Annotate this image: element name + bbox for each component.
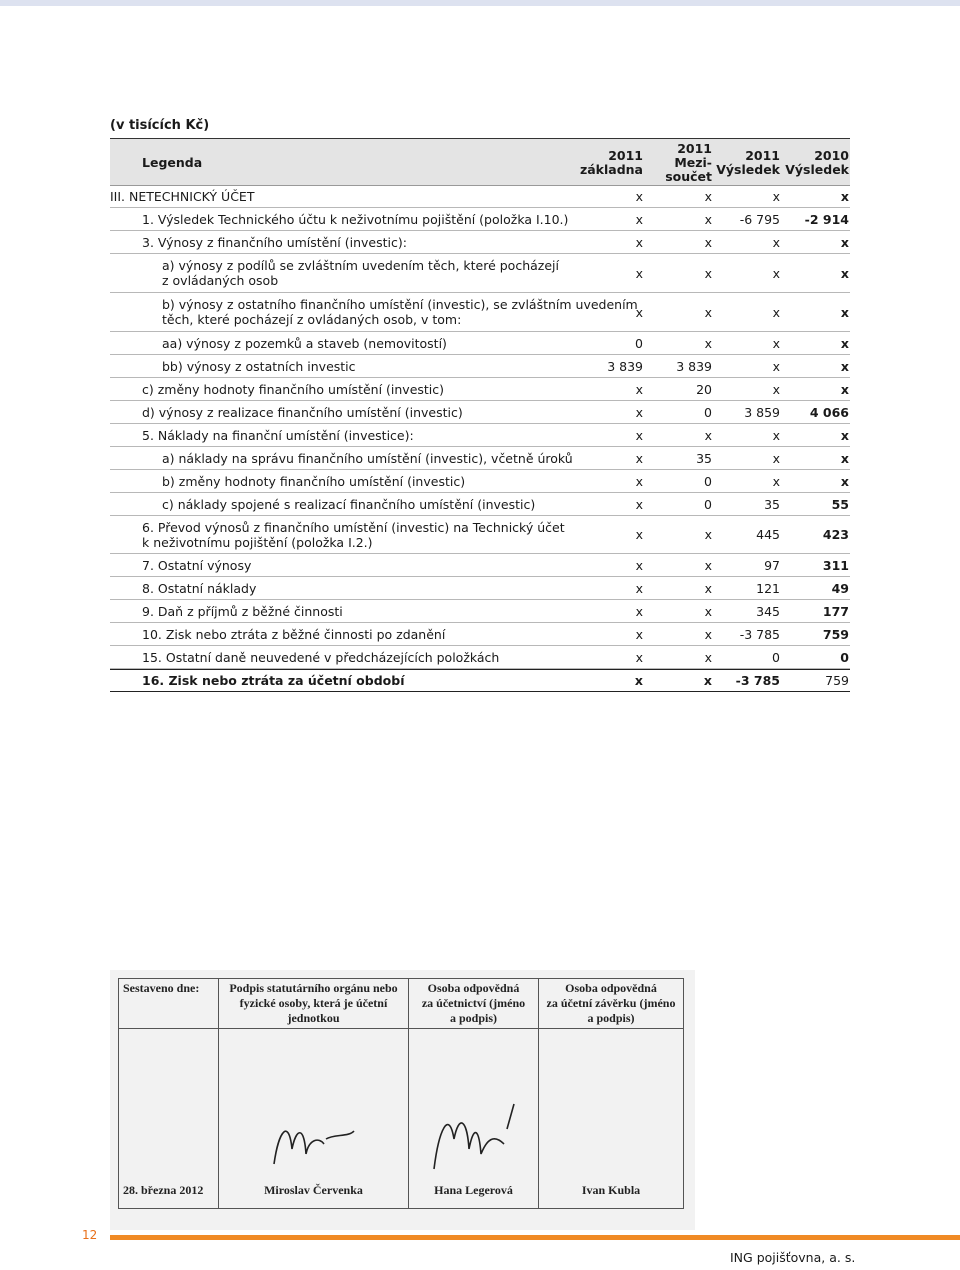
income-statement-table (110, 138, 850, 692)
row-value-col2: x (704, 626, 712, 642)
row-value-col3: 445 (756, 527, 780, 542)
sig-cell-3 (539, 1029, 684, 1209)
row-value-col3: x (772, 427, 780, 443)
signature-1-image (254, 1109, 374, 1179)
signature-2-image (419, 1099, 529, 1179)
row-value-col4: 0 (840, 649, 849, 665)
table-row (110, 554, 850, 577)
row-label: a) výnosy z podílů se zvláštním uvedením těch, které pocházejí z ovládaných osob (162, 258, 559, 288)
row-value-col2: x (704, 265, 712, 281)
row-value-col2: x (704, 427, 712, 443)
row-label: c) změny hodnoty finančního umístění (investic) (142, 381, 445, 397)
row-value-col3: -3 785 (739, 626, 780, 642)
row-label: a) náklady na správu finančního umístění (investic), včetně úroků (162, 450, 573, 466)
row-label: 1. Výsledek Technického účtu k neživotnímu pojištění (položka I.10.) (142, 211, 569, 227)
row-value-col2: 35 (696, 450, 712, 466)
row-value-col1: x (635, 189, 643, 204)
row-value-col1: x (635, 603, 643, 619)
table-row (110, 516, 850, 554)
row-value-col2: 3 839 (676, 358, 712, 374)
row-value-col4: x (840, 189, 849, 204)
row-value-col4: x (840, 381, 849, 397)
header-col-result-2010: 2010 Výsledek (785, 148, 849, 177)
row-value-col3: x (772, 450, 780, 466)
row-value-col2: 0 (704, 496, 712, 512)
table-row (110, 208, 850, 231)
row-value-col1: x (635, 557, 643, 573)
row-value-col4: x (840, 358, 849, 374)
row-value-col2: x (704, 580, 712, 596)
row-label: aa) výnosy z pozemků a staveb (nemovitostí) (162, 335, 447, 351)
row-value-col4: 4 066 (809, 404, 849, 420)
header-col-subtotal: 2011 Mezi- součet (665, 141, 712, 184)
row-value-col4: 759 (825, 673, 849, 688)
row-value-col2: 0 (704, 473, 712, 489)
row-label: III. NETECHNICKÝ ÚČET (110, 189, 255, 204)
row-value-col1: x (635, 473, 643, 489)
row-label: 7. Ostatní výnosy (142, 557, 252, 573)
row-value-col2: x (704, 234, 712, 250)
row-label: b) změny hodnoty finančního umístění (investic) (162, 473, 466, 489)
sig-header-accounting: Osoba odpovědná za účetnictví (jméno a podpis) (409, 979, 539, 1029)
row-value-col1: x (635, 450, 643, 466)
row-value-col2: x (704, 527, 712, 542)
row-label: bb) výnosy z ostatních investic (162, 358, 356, 374)
row-value-col2: x (704, 649, 712, 665)
row-value-col3: x (772, 473, 780, 489)
row-value-col3: x (772, 265, 780, 281)
table-row (110, 231, 850, 254)
page-number: 12 (82, 1228, 98, 1242)
row-value-col1: x (635, 234, 643, 250)
table-row (110, 646, 850, 669)
row-label: 5. Náklady na finanční umístění (investice): (142, 427, 414, 443)
sig-header-statutory: Podpis statutárního orgánu nebo fyzické osoby, která je účetní jednotkou (219, 979, 409, 1029)
row-value-col4: x (840, 265, 849, 281)
sig-name-1: Miroslav Červenka (264, 1183, 363, 1197)
footer-accent-line (110, 1235, 960, 1240)
signature-table (118, 978, 684, 1209)
row-value-col3: 345 (756, 603, 780, 619)
row-label: 3. Výnosy z finančního umístění (investic): (142, 234, 407, 250)
row-label: 9. Daň z příjmů z běžné činnosti (142, 603, 343, 619)
row-value-col4: 423 (822, 527, 849, 542)
row-label: 6. Převod výnosů z finančního umístění (investic) na Technický účet k neživotnímu pojištění (položka I.2.) (142, 519, 565, 550)
row-value-col1: x (635, 496, 643, 512)
header-col-base: 2011 základna (579, 148, 643, 177)
row-value-col4: x (840, 234, 849, 250)
table-header (110, 138, 850, 186)
row-value-col4: x (840, 427, 849, 443)
row-label: b) výnosy z ostatního finančního umístění (investic), se zvláštním uvedením těch, které pocházejí z ovládaných osob, v tom: (162, 297, 638, 327)
row-value-col4: 49 (831, 580, 849, 596)
row-value-col1: x (635, 304, 643, 320)
table-row (110, 447, 850, 470)
row-label: d) výnosy z realizace finančního umístění (investic) (142, 404, 463, 420)
header-legend: Legenda (142, 155, 203, 170)
row-value-col1: 3 839 (607, 358, 643, 374)
row-label: c) náklady spojené s realizací finančního umístění (investic) (162, 496, 536, 512)
row-value-col1: x (635, 527, 643, 542)
sig-date: 28. března 2012 (119, 1029, 219, 1209)
row-value-col1: x (635, 427, 643, 443)
row-value-col2: x (703, 673, 712, 688)
row-value-col3: 35 (764, 496, 780, 512)
row-value-col2: x (704, 603, 712, 619)
row-value-col2: x (704, 189, 712, 204)
row-value-col4: x (840, 304, 849, 320)
row-value-col1: x (635, 404, 643, 420)
row-value-col2: x (704, 304, 712, 320)
table-row (110, 293, 850, 332)
table-row (110, 493, 850, 516)
sig-name-2: Hana Legerová (434, 1183, 513, 1197)
table-row (110, 470, 850, 493)
row-value-col4: 177 (822, 603, 849, 619)
row-value-col2: 0 (704, 404, 712, 420)
sig-header-date: Sestaveno dne: (119, 979, 219, 1029)
row-value-col2: x (704, 557, 712, 573)
row-value-col4: -2 914 (804, 211, 849, 227)
header-col-result-2011: 2011 Výsledek (716, 148, 780, 177)
signature-block (110, 970, 695, 1230)
row-value-col3: 97 (764, 557, 780, 573)
row-value-col2: x (704, 211, 712, 227)
sig-name-3: Ivan Kubla (581, 1183, 641, 1197)
table-row (110, 424, 850, 447)
table-body (110, 186, 850, 692)
table-row (110, 577, 850, 600)
row-value-col4: 55 (831, 496, 849, 512)
row-value-col1: x (635, 649, 643, 665)
row-value-col1: 0 (635, 335, 643, 351)
row-value-col4: x (840, 335, 849, 351)
footer-company: ING pojišťovna, a. s. (730, 1250, 856, 1265)
row-value-col4: 759 (822, 626, 849, 642)
table-row (110, 401, 850, 424)
row-label: 15. Ostatní daně neuvedené v předcházejících položkách (142, 649, 500, 665)
row-value-col3: x (772, 304, 780, 320)
row-label: 10. Zisk nebo ztráta z běžné činnosti po zdanění (142, 626, 446, 642)
row-value-col3: 121 (756, 580, 780, 596)
row-value-col3: -6 795 (739, 211, 780, 227)
row-value-col1: x (635, 211, 643, 227)
row-value-col3: x (772, 358, 780, 374)
units-label: (v tisících Kč) (110, 118, 210, 133)
top-band (0, 0, 960, 6)
sig-header-statements: Osoba odpovědná za účetní závěrku (jméno a podpis) (539, 979, 684, 1029)
row-label: 8. Ostatní náklady (142, 580, 257, 596)
row-value-col4: 311 (822, 557, 849, 573)
row-value-col1: x (635, 265, 643, 281)
table-row (110, 355, 850, 378)
row-value-col4: x (840, 450, 849, 466)
table-row (110, 186, 850, 208)
row-value-col3: x (772, 335, 780, 351)
row-value-col3: x (772, 189, 780, 204)
table-row (110, 378, 850, 401)
table-row (110, 332, 850, 355)
table-row (110, 623, 850, 646)
row-value-col3: x (772, 234, 780, 250)
table-row (110, 254, 850, 293)
row-value-col1: x (634, 673, 643, 688)
row-value-col1: x (635, 580, 643, 596)
table-row (110, 600, 850, 623)
row-value-col3: 0 (772, 649, 780, 665)
table-row (110, 669, 850, 692)
row-value-col3: 3 859 (744, 404, 780, 420)
row-value-col3: x (772, 381, 780, 397)
row-value-col2: x (704, 335, 712, 351)
row-label: 16. Zisk nebo ztráta za účetní období (142, 673, 405, 688)
sig-cell-2 (409, 1029, 539, 1209)
row-value-col1: x (635, 381, 643, 397)
row-value-col2: 20 (696, 381, 712, 397)
row-value-col4: x (840, 473, 849, 489)
sig-cell-1 (219, 1029, 409, 1209)
row-value-col3: -3 785 (735, 673, 780, 688)
row-value-col1: x (635, 626, 643, 642)
